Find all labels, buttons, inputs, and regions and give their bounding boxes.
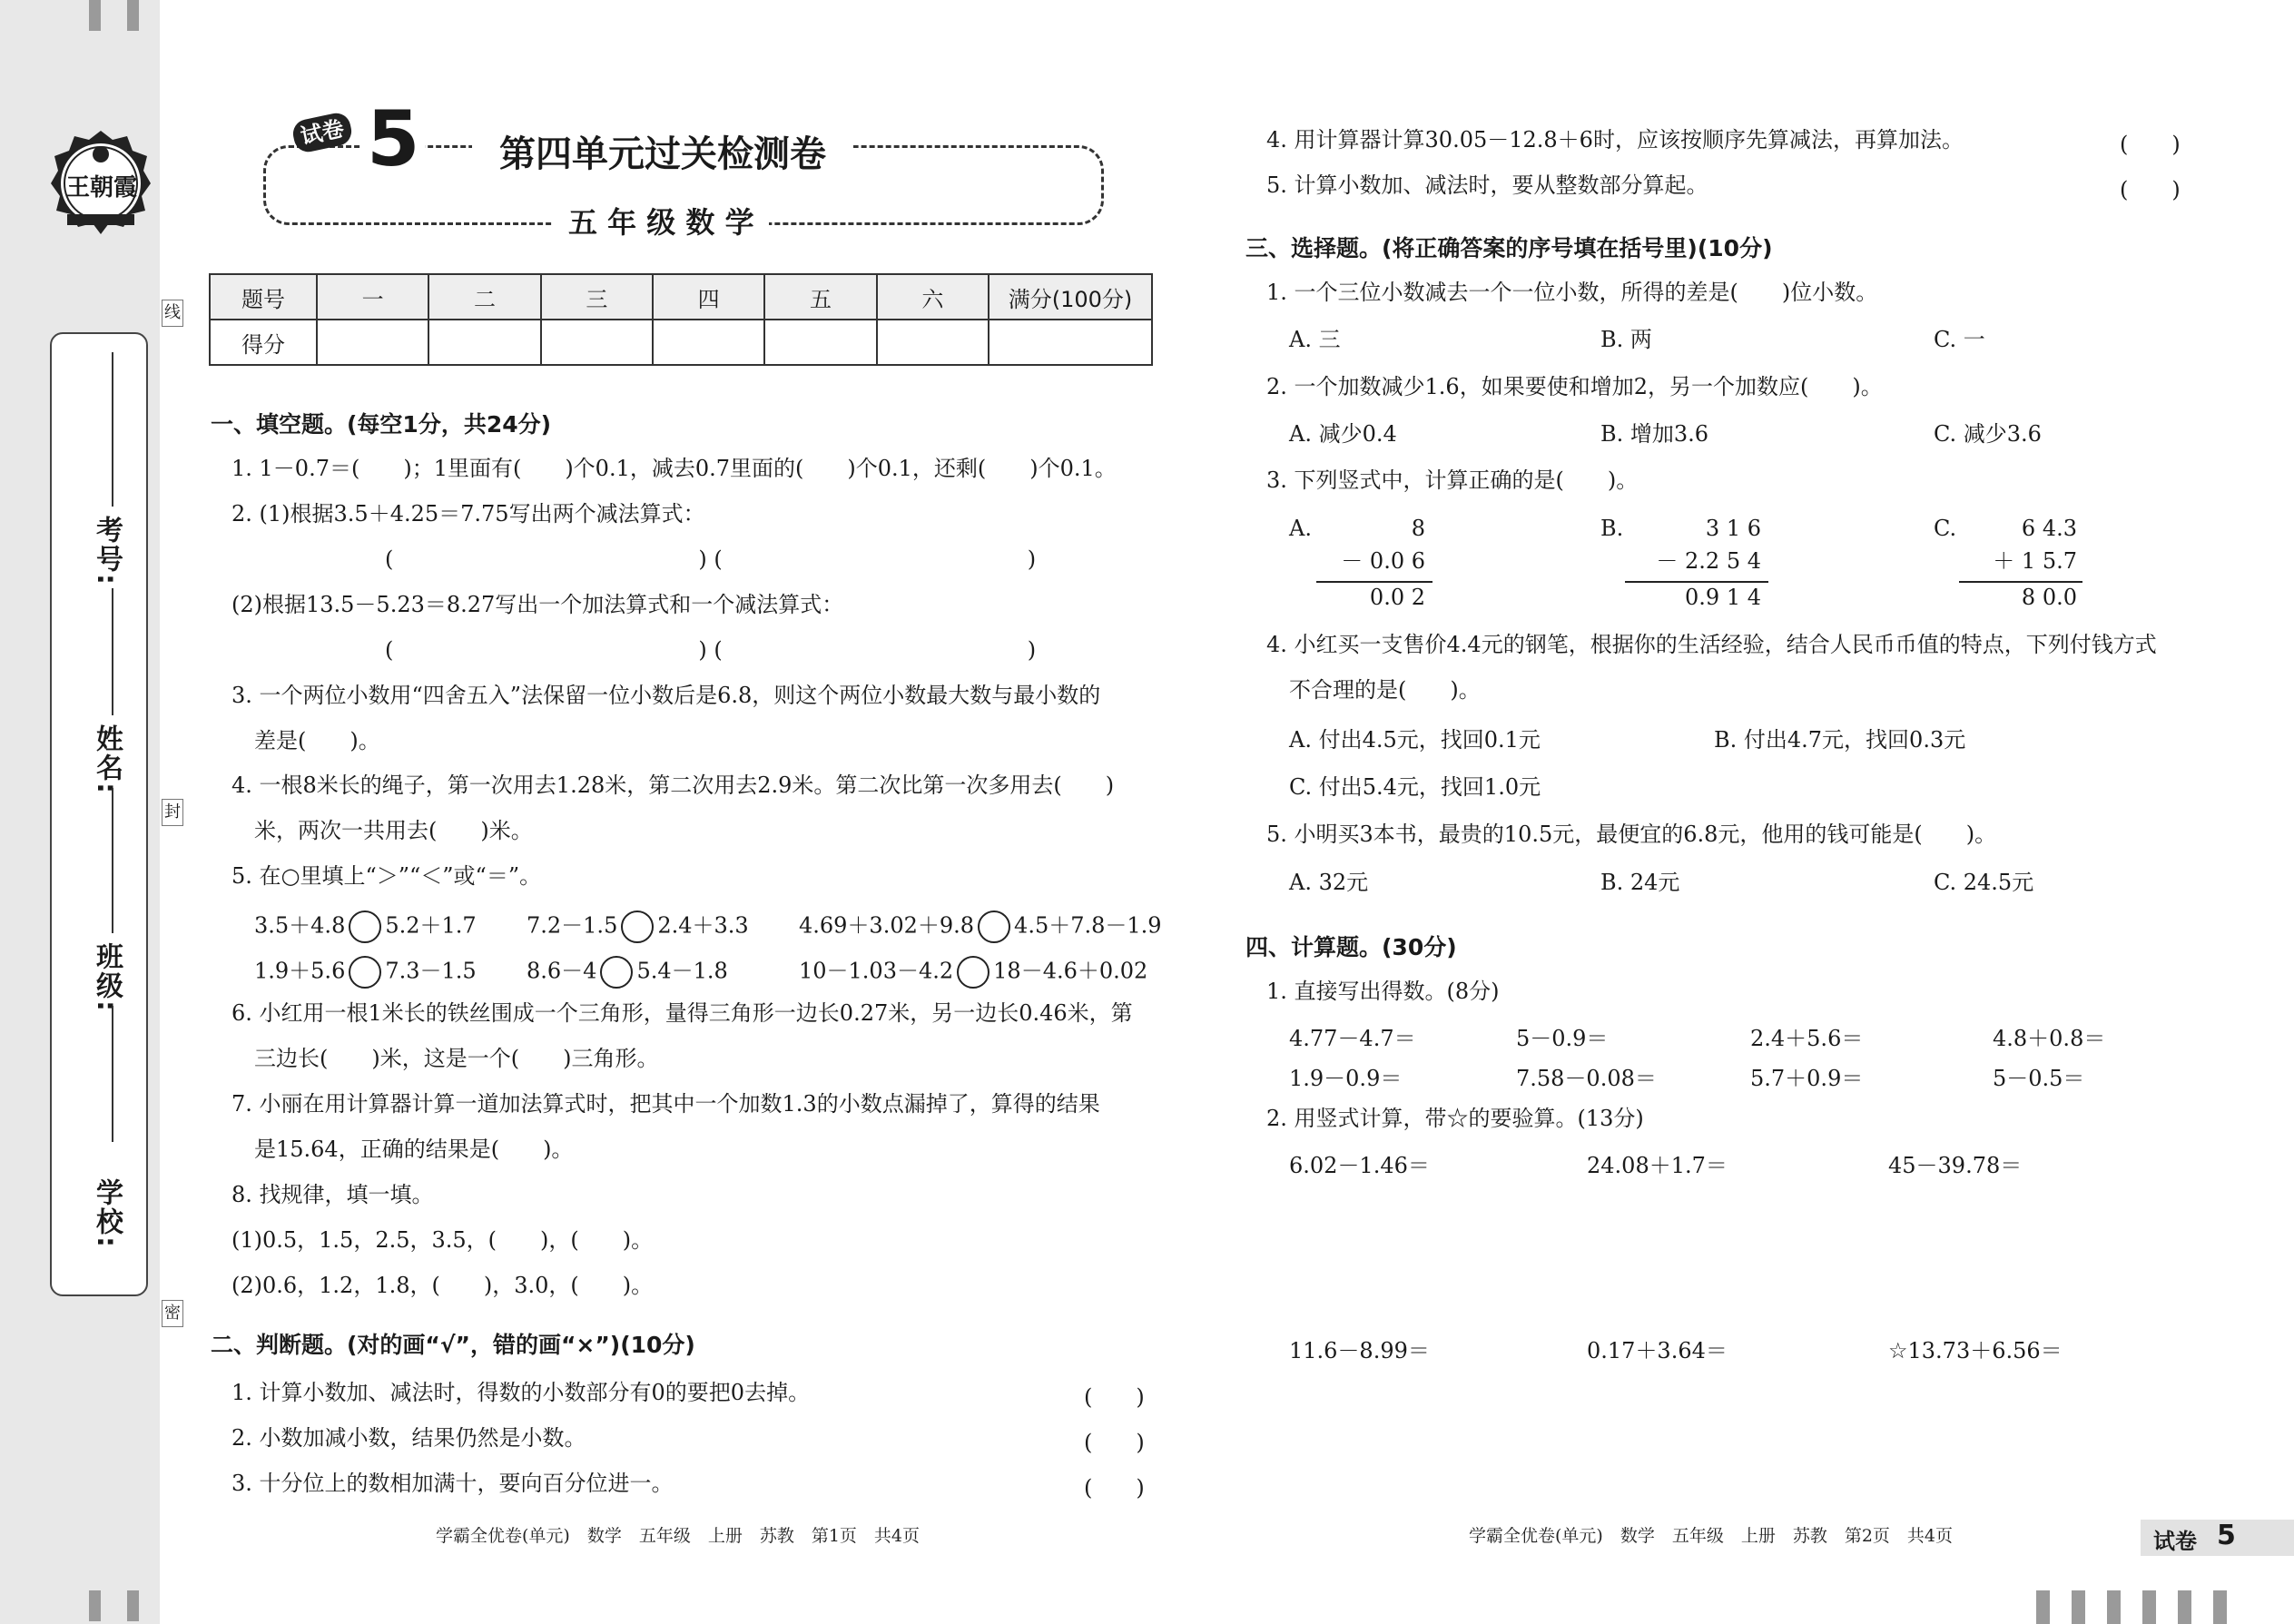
judge-item-5: 5. 计算小数加、减法时，要从整数部分算起。 [1266,172,1708,198]
option-A[interactable]: A. 付出4.5元，找回0.1元 [1289,727,1541,753]
name-label: 姓名: [91,724,123,795]
expr-right: 2.4＋3.3 [657,912,749,939]
exam-badge: 试卷 [290,111,354,155]
option-B[interactable]: B. 两 [1600,327,1652,352]
option-B-label[interactable]: B. [1600,516,1624,541]
table-cell: 五 [764,274,876,320]
compare-item [527,956,728,989]
option-C-label[interactable]: C. [1934,516,1957,541]
calc-q2: 2. 用竖式计算，带☆的要验算。(13分) [1266,1106,1644,1131]
section-4-title: 四、计算题。(30分) [1245,934,1457,960]
question-1-5: 5. 在○里填上“＞”“＜”或“＝”。 [231,863,542,889]
cut-mark-line: 线 [162,300,183,327]
judge-item-2: 2. 小数加减小数，结果仍然是小数。 [231,1425,586,1451]
registration-mark [89,1590,101,1621]
calc-item: 1.9－0.9＝ [1289,1066,1403,1091]
cut-mark-secret: 密 [162,1300,183,1327]
calc-item: 5－0.9＝ [1516,1026,1609,1051]
choice-q4a: 4. 小红买一支售价4.4元的钢笔，根据你的生活经验，结合人民币币值的特点，下列付钱方式 [1266,632,2157,657]
option-B[interactable]: B. 24元 [1600,870,1680,895]
school-label: 学校: [91,1178,123,1249]
question-1-7b: 是15.64，正确的结果是( )。 [254,1137,574,1162]
option-C[interactable]: C. 24.5元 [1934,870,2034,895]
table-cell: 一 [317,274,428,320]
class-field[interactable] [112,1006,113,1142]
registration-mark [127,0,139,31]
exam-id-label: 考号: [91,516,123,586]
compare-circle[interactable] [978,910,1010,943]
publisher-logo [47,127,154,240]
option-C[interactable]: C. 付出5.4元，找回1.0元 [1289,774,1541,800]
student-info-box [50,332,148,1296]
compare-circle[interactable] [600,956,633,989]
calc-item: 5.7＋0.9＝ [1750,1066,1864,1091]
calc-item: 11.6－8.99＝ [1289,1338,1430,1363]
question-1-8a: (1)0.5，1.5，2.5，3.5，( )，( )。 [231,1227,654,1253]
logo-text: 王朝霞 [65,174,137,202]
choice-q4b: 不合理的是( )。 [1289,677,1481,703]
name-field[interactable] [112,788,113,933]
corner-badge-number: 5 [2217,1520,2236,1551]
corner-badge [2141,1520,2294,1556]
answer-paren[interactable]: ( ) [1084,1430,1145,1455]
compare-circle[interactable] [349,956,381,989]
question-1-3a: 3. 一个两位小数用“四舍五入”法保留一位小数后是6.8，则这个两位小数最大数与最小数的 [231,683,1101,708]
calc-item: 4.8＋0.8＝ [1993,1026,2106,1051]
score-cell[interactable] [764,320,876,365]
question-1-7a: 7. 小丽在用计算器计算一道加法算式时，把其中一个加数1.3的小数点漏掉了，算得的结果 [231,1091,1100,1117]
registration-mark [2107,1590,2121,1624]
question-1-8b: (2)0.6，1.2，1.8，( )，3.0，( )。 [231,1273,654,1298]
vertical-top: 3 1 6 [1705,516,1761,541]
choice-q3: 3. 下列竖式中，计算正确的是( )。 [1266,468,1639,493]
vertical-top: 8 [1411,516,1425,541]
expr-right: 4.5＋7.8－1.9 [1014,912,1162,939]
vertical-operand: ＋ 1 5.7 [1993,548,2077,574]
expr-right: 5.2＋1.7 [385,912,477,939]
calc-q1: 1. 直接写出得数。(8分) [1266,979,1500,1004]
vertical-result: 0.9 1 4 [1685,585,1761,610]
exam-number: 5 [361,98,425,180]
option-C[interactable]: C. 减少3.6 [1934,421,2042,447]
cut-mark-seal: 封 [162,799,183,826]
page-title: 第四单元过关检测卷 [472,125,853,177]
compare-item [799,956,1147,989]
exam-id-field-lower[interactable] [112,588,113,715]
choice-q2: 2. 一个加数减少1.6，如果要使和增加2，另一个加数应( )。 [1266,374,1883,399]
page-footer-right: 学霸全优卷(单元) 数学 五年级 上册 苏教 第2页 共4页 [1469,1526,1954,1546]
page-subtitle: 五 年 级 数 学 [554,200,769,241]
score-cell[interactable] [428,320,540,365]
calc-item: 4.77－4.7＝ [1289,1026,1416,1051]
question-1-4b: 米，两次一共用去( )米。 [254,818,533,843]
answer-paren[interactable]: ( ) [1084,1475,1145,1501]
corner-badge-label: 试卷 [2153,1529,2197,1554]
registration-mark [2072,1590,2085,1624]
question-1-2b: (2)根据13.5－5.23＝8.27写出一个加法算式和一个减法算式： [231,592,844,617]
compare-circle[interactable] [349,910,381,943]
judge-item-3: 3. 十分位上的数相加满十，要向百分位进一。 [231,1471,674,1496]
table-cell: 题号 [210,274,317,320]
judge-item-4: 4. 用计算器计算30.05－12.8＋6时，应该按顺序先算减法，再算加法。 [1266,127,1964,153]
choice-q5: 5. 小明买3本书，最贵的10.5元，最便宜的6.8元，他用的钱可能是( )。 [1266,822,1997,847]
calc-item: 0.17＋3.64＝ [1587,1338,1728,1363]
registration-mark [89,0,101,31]
expr-left: 7.2－1.5 [527,912,618,939]
table-cell: 四 [653,274,764,320]
section-3-title: 三、选择题。(将正确答案的序号填在括号里)(10分) [1245,235,1773,261]
vertical-operand: － 0.0 6 [1341,548,1425,574]
compare-item [254,910,477,943]
answer-paren[interactable]: ( ) [2120,132,2181,157]
score-cell[interactable] [541,320,653,365]
score-table [209,273,1153,366]
score-cell[interactable] [317,320,428,365]
expr-left: 10－1.03－4.2 [799,958,954,984]
expr-right: 7.3－1.5 [385,958,477,984]
registration-mark [2213,1590,2227,1624]
table-cell: 六 [877,274,989,320]
registration-mark [2036,1590,2050,1624]
question-1-6a: 6. 小红用一根1米长的铁丝围成一个三角形，量得三角形一边长0.27米，另一边长0.46米，第 [231,1000,1133,1026]
question-1-3b: 差是( )。 [254,728,380,753]
score-cell[interactable] [877,320,989,365]
option-B[interactable]: B. 增加3.6 [1600,421,1709,447]
calc-item: ☆13.73＋6.56＝ [1888,1338,2063,1363]
option-A-label[interactable]: A. [1289,516,1312,541]
table-cell: 二 [428,274,540,320]
expr-right: 5.4－1.8 [636,958,728,984]
judge-item-1: 1. 计算小数加、减法时，得数的小数部分有0的要把0去掉。 [231,1380,811,1405]
answer-paren[interactable]: ( ) [1084,1384,1145,1410]
calc-item: 2.4＋5.6＝ [1750,1026,1864,1051]
score-cell[interactable] [989,320,1152,365]
table-cell: 满分(100分) [989,274,1152,320]
option-C[interactable]: C. 一 [1934,327,1985,352]
question-1-6b: 三边长( )米，这是一个( )三角形。 [254,1046,659,1071]
table-cell: 得分 [210,320,317,365]
score-table-header-row [210,274,1152,320]
section-1-title: 一、填空题。(每空1分，共24分) [211,411,552,438]
calc-item: 5－0.5＝ [1993,1066,2085,1091]
expr-left: 8.6－4 [527,958,597,984]
answer-blanks[interactable]: ( ) ( ) [385,546,1037,572]
answer-blanks[interactable]: ( ) ( ) [385,637,1037,663]
calc-item: 6.02－1.46＝ [1289,1153,1430,1178]
question-1-2a: 2. (1)根据3.5＋4.25＝7.75写出两个减法算式： [231,501,705,527]
score-cell[interactable] [653,320,764,365]
vertical-operand: － 2.2 5 4 [1656,548,1761,574]
table-cell: 三 [541,274,653,320]
registration-mark [2178,1590,2191,1624]
calc-item: 45－39.78＝ [1888,1153,2023,1178]
question-1-4a: 4. 一根8米长的绳子，第一次用去1.28米，第二次用去2.9米。第二次比第一次多用去( ) [231,773,1115,798]
compare-circle[interactable] [621,910,654,943]
expr-left: 4.69＋3.02＋9.8 [799,912,975,939]
expr-right: 18－4.6＋0.02 [993,958,1148,984]
answer-paren[interactable]: ( ) [2120,177,2181,202]
question-1-1: 1. 1－0.7＝( )；1里面有( )个0.1，减去0.7里面的( )个0.1，还剩( )个0.1。 [231,456,1117,481]
choice-q1: 1. 一个三位小数减去一个一位小数，所得的差是( )位小数。 [1266,280,1878,305]
vertical-top: 6 4.3 [2021,516,2077,541]
vertical-result: 0.0 2 [1369,585,1425,610]
vertical-result: 8 0.0 [2021,585,2077,610]
page-footer-left: 学霸全优卷(单元) 数学 五年级 上册 苏教 第1页 共4页 [436,1526,921,1546]
expr-left: 3.5＋4.8 [254,912,346,939]
score-table-score-row [210,320,1152,365]
compare-circle[interactable] [957,956,989,989]
option-A[interactable]: A. 32元 [1289,870,1369,895]
calc-item: 7.58－0.08＝ [1516,1066,1657,1091]
compare-item [254,956,477,989]
class-label: 班级: [91,942,123,1013]
compare-item [527,910,749,943]
section-2-title: 二、判断题。(对的画“√”，错的画“×”)(10分) [211,1332,695,1358]
calc-item: 24.08＋1.7＝ [1587,1153,1728,1178]
registration-mark [127,1590,139,1621]
question-1-8: 8. 找规律，填一填。 [231,1182,434,1207]
option-B[interactable]: B. 付出4.7元，找回0.3元 [1714,727,1966,753]
compare-item [799,910,1162,943]
registration-mark [2142,1590,2156,1624]
option-A[interactable]: A. 三 [1289,327,1341,352]
expr-left: 1.9＋5.6 [254,958,346,984]
option-A[interactable]: A. 减少0.4 [1289,421,1397,447]
exam-id-field[interactable] [112,352,113,507]
